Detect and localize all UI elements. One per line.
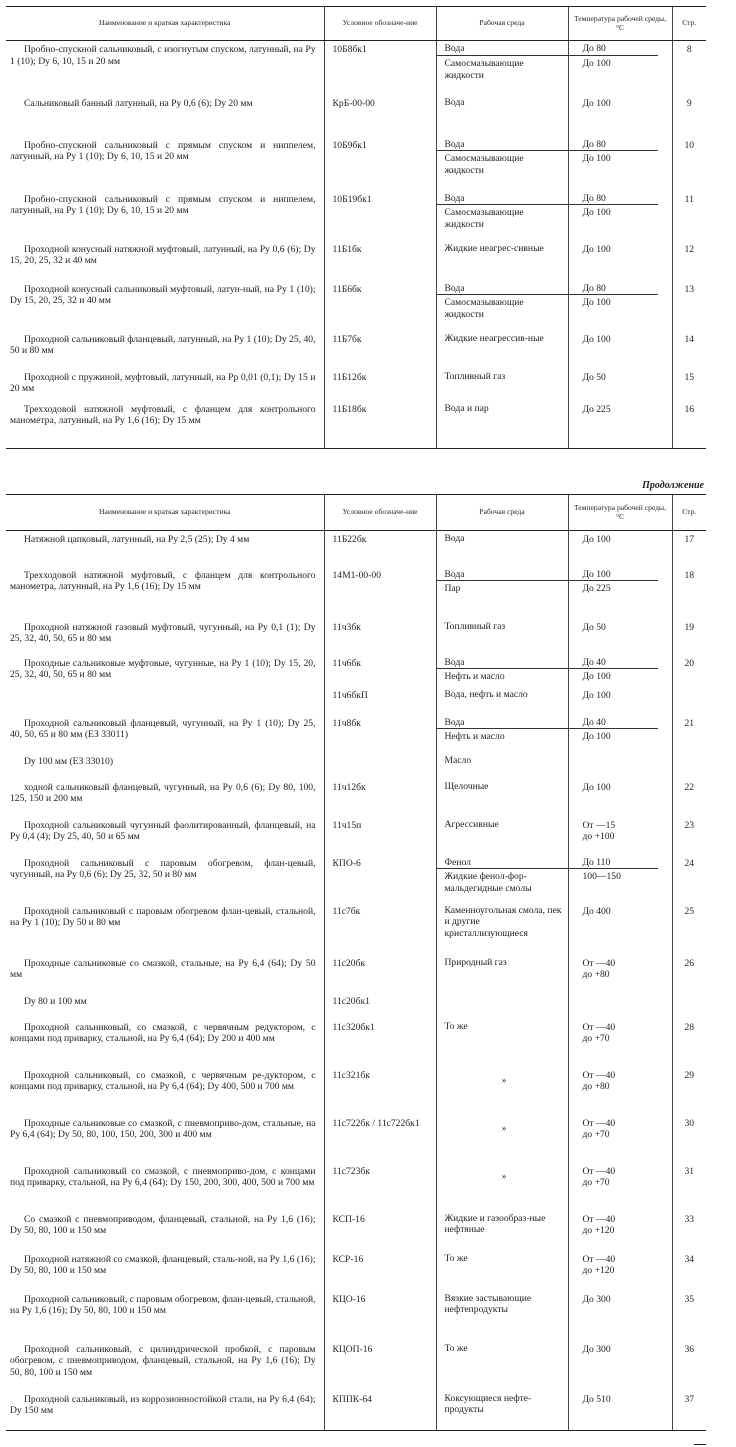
table-row [6, 567, 706, 619]
working-medium-item: » [501, 1074, 507, 1086]
temperature-item: До 50 [582, 371, 606, 383]
page-number: 25 [672, 903, 706, 955]
valve-description: Проходные сальниковые со смазкой, стальные, на Ру 6,4 (64); Dу 50 мм [10, 957, 316, 981]
table-row [6, 779, 706, 817]
temperature-item: До 400 [582, 905, 611, 917]
working-medium [436, 281, 568, 331]
working-medium-item: Вода [444, 533, 465, 544]
table-row [6, 855, 706, 903]
temperature-item: до +120 [582, 1225, 615, 1237]
working-medium [436, 1163, 568, 1211]
header-temp: Температура рабочей среды, °С [568, 7, 672, 41]
page-number: 22 [672, 779, 706, 817]
header-env: Рабочая среда [436, 495, 568, 531]
temperature [568, 1391, 672, 1431]
table-row [6, 331, 706, 369]
valve-code: КрБ-00-00 [324, 95, 436, 137]
table-row [6, 369, 706, 401]
working-medium-item [437, 993, 568, 995]
working-medium [436, 1067, 568, 1115]
temperature [568, 1211, 672, 1251]
working-medium-item: Природный газ [444, 956, 507, 968]
table-row [6, 715, 706, 753]
temperature-item: От —40 [582, 1021, 616, 1033]
table-row [6, 1067, 706, 1115]
temperature-item: До 100 [582, 534, 611, 545]
table-row [6, 401, 706, 449]
valve-code: 11с723бк [324, 1163, 436, 1211]
valve-code: 11Б12бк [324, 369, 436, 401]
valve-description: Пробно-спускной сальниковый с прямым спуском и ниппелем, латунный, на Ру 1 (10); Dу 6, 10, 15 и 20 мм [10, 193, 316, 217]
working-medium [436, 817, 568, 855]
valve-description: Проходной сальниковый с паровым обогревом, флан-цевый, чугунный, на Ру 0,6 (6); Dу 25, 32, 50 и 80 мм [10, 857, 316, 881]
table-row [6, 191, 706, 241]
page-number: 8 [672, 41, 706, 95]
page-number: 16 [672, 401, 706, 449]
page-corner-mark [694, 1444, 706, 1445]
valve-code: 10Б9бк1 [324, 137, 436, 191]
working-medium-item: » [501, 1170, 507, 1182]
temperature-item: до +100 [582, 831, 615, 843]
page-number [672, 687, 706, 715]
working-medium [436, 1341, 568, 1391]
working-medium-item: Вода и пар [444, 402, 489, 414]
working-medium-item: Щелочные [444, 780, 489, 792]
working-medium [436, 191, 568, 241]
valve-code: 11ч6бкП [324, 687, 436, 715]
working-medium [436, 41, 568, 95]
valve-code: 11ч15п [324, 817, 436, 855]
table-row [6, 903, 706, 955]
temperature-item: До 40 [582, 656, 606, 668]
temperature-item: До 225 [582, 403, 611, 415]
temperature [568, 1115, 672, 1163]
working-medium-item: Вода [444, 656, 465, 668]
working-medium-item: Вода [444, 138, 465, 150]
page-number: 28 [672, 1019, 706, 1067]
temperature-item: До 300 [582, 1343, 611, 1355]
valve-description: Трехходовой натяжной муфтовый, с фланцем для контрольного манометра, латунный, на Ру 1,6 (16); Dу 15 мм [10, 569, 316, 593]
working-medium [436, 369, 568, 401]
working-medium-item: Топливный газ [444, 370, 506, 382]
table-row [6, 1211, 706, 1251]
temperature-item: До 100 [569, 668, 658, 683]
working-medium-item: Агрессивные [444, 818, 499, 830]
temperature-item: До 50 [582, 621, 606, 633]
page-number: 14 [672, 331, 706, 369]
temperature [568, 1291, 672, 1341]
header-env: Рабочая среда [436, 7, 568, 41]
valve-description [6, 687, 324, 715]
valve-code: 10Б8бк1 [324, 41, 436, 95]
valve-description: Проходной сальниковый фланцевый, латунный, на Ру 1 (10); Dу 25, 40, 50 и 80 мм [10, 333, 316, 357]
working-medium [436, 241, 568, 281]
temperature [568, 715, 672, 753]
working-medium-item: Самосмазывающие жидкости [437, 150, 568, 177]
valve-description: Проходной сальниковый, со смазкой, с червячным ре-дуктором, с концами под приварку, стальной, на Ру 6,4 (64); Dу 400, 500 и 700 мм [10, 1069, 316, 1093]
temperature-item: до +70 [582, 1177, 610, 1189]
working-medium-item: Масло [444, 754, 472, 766]
page-number: 19 [672, 619, 706, 655]
working-medium [436, 1251, 568, 1291]
table-row [6, 95, 706, 137]
temperature-item: До 100 [569, 55, 658, 70]
table-row [6, 1341, 706, 1391]
temperature [568, 95, 672, 137]
page-number: 21 [672, 715, 706, 753]
temperature [568, 191, 672, 241]
working-medium-item: Вода [444, 568, 465, 580]
header-temp: Температура рабочей среды, °С [568, 495, 672, 531]
table-row [6, 41, 706, 95]
page-number: 30 [672, 1115, 706, 1163]
working-medium-item: Вода, нефть и масло [444, 688, 528, 700]
working-medium [436, 753, 568, 779]
working-medium-item: Каменноугольная смола, пек и другие кристаллизующиеся [444, 904, 562, 940]
temperature [568, 855, 672, 903]
valve-code: 14М1-00-00 [324, 567, 436, 619]
temperature [568, 241, 672, 281]
page-number: 26 [672, 955, 706, 993]
working-medium-item: То же [444, 1342, 468, 1354]
valve-description: Проходной сальниковый, из коррозионностойкой стали, на Ру 6,4 (64); Dу 150 мм [6, 1391, 324, 1431]
page-number: 29 [672, 1067, 706, 1115]
table-row [6, 817, 706, 855]
valve-code: 11ч6бк [324, 655, 436, 687]
valve-code: 11с7бк [324, 903, 436, 955]
temperature-item: До 100 [569, 150, 658, 165]
page-number: 33 [672, 1211, 706, 1251]
temperature [568, 41, 672, 95]
valve-description: Dу 100 мм (ЕЗ 33010) [24, 755, 114, 767]
working-medium [436, 1291, 568, 1341]
temperature [568, 137, 672, 191]
table-row [6, 753, 706, 779]
table-row [6, 687, 706, 715]
page-number: 35 [672, 1291, 706, 1341]
working-medium-item: Вода [444, 282, 465, 294]
working-medium [436, 855, 568, 903]
working-medium [436, 1115, 568, 1163]
temperature [568, 1163, 672, 1211]
working-medium [436, 401, 568, 449]
table-row [6, 281, 706, 331]
page-number: 24 [672, 855, 706, 903]
temperature [568, 687, 672, 715]
valve-table-1 [6, 6, 706, 449]
page-number: 9 [672, 95, 706, 137]
valve-description: Сальниковый банный латунный, на Ру 0,6 (6); Dу 20 мм [24, 97, 253, 109]
page-number: 10 [672, 137, 706, 191]
working-medium-item: Вязкие застывающие нефтепродукты [444, 1292, 532, 1316]
valve-description: Проходные сальниковые со смазкой, с пневмоприво-дом, стальные, на Ру 6,4 (64); Dу 50, 80, 100, 150, 200, 300 и 400 мм [10, 1117, 316, 1141]
valve-code: 11Б18бк [324, 401, 436, 449]
valve-code: 11с20бк1 [324, 993, 436, 1019]
continuation-label: Продолжение [642, 480, 704, 491]
temperature-item: От —40 [582, 1213, 616, 1225]
valve-code: КЦО-16 [324, 1291, 436, 1341]
working-medium-item: Самосмазывающие жидкости [437, 204, 568, 231]
valve-code: 10Б19бк1 [324, 191, 436, 241]
working-medium-item: Коксующиеся нефте-продукты [444, 1392, 532, 1416]
header-page: Стр. [672, 495, 706, 531]
temperature-item: До 80 [582, 43, 606, 54]
working-medium [436, 903, 568, 955]
valve-description: Проходной сальниковый, с цилиндрической пробкой, с паровым обогревом, с пневмоприводом, фланцевый, стальной, на Ру 1,6 (16); Dу 50, 80, 100 и 150 мм [10, 1343, 316, 1379]
valve-description: Проходной конусный сальниковый муфтовый, латун-ный, на Ру 1 (10); Dу 15, 20, 25, 32 и 40 мм [10, 283, 316, 307]
temperature [568, 753, 672, 779]
valve-code: 11с722бк / 11с722бк1 [324, 1115, 436, 1163]
temperature-item: От —40 [582, 1253, 616, 1265]
valve-description: Проходной с пружиной, муфтовый, латунный, на Рр 0,01 (0,1); Dу 15 и 20 мм [10, 371, 316, 395]
table-row [6, 1163, 706, 1211]
temperature [568, 993, 672, 1019]
temperature [568, 401, 672, 449]
temperature [568, 655, 672, 687]
page-number [672, 993, 706, 1019]
temperature-item: До 100 [582, 333, 611, 345]
valve-code: 11Б22бк [324, 531, 436, 567]
working-medium [436, 687, 568, 715]
valve-description: Пробно-спускной сальниковый с прямым спуском и ниппелем, латунный, на Ру 1 (10); Dу 6, 10, 15 и 20 мм [10, 139, 316, 163]
temperature-item: До 510 [582, 1393, 611, 1405]
header-code: Условное обозначе-ние [324, 495, 436, 531]
temperature [568, 531, 672, 567]
temperature [568, 1251, 672, 1291]
valve-description: Натяжной цапковый, латунный, на Ру 2,5 (25); Dу 4 мм [24, 534, 250, 545]
working-medium-item: Фенол [444, 856, 471, 868]
valve-code: 11Б1бк [324, 241, 436, 281]
working-medium-item: Нефть и масло [437, 668, 568, 683]
working-medium-item: » [501, 1122, 507, 1134]
valve-code: КСР-16 [324, 1251, 436, 1291]
working-medium-item: Нефть и масло [437, 728, 568, 743]
working-medium [436, 1019, 568, 1067]
page-number: 20 [672, 655, 706, 687]
working-medium-item: Вода [444, 96, 465, 108]
page-number: 15 [672, 369, 706, 401]
temperature-item: До 100 [569, 728, 658, 743]
page-number: 36 [672, 1341, 706, 1391]
table-row [6, 531, 706, 567]
working-medium-item: Жидкие неагрессив-ные [444, 332, 544, 344]
temperature [568, 331, 672, 369]
valve-description: Трехходовой натяжной муфтовый, с фланцем для контрольного манометра, латунный, на Ру 1,6 (16); Dу 15 мм [6, 401, 324, 449]
temperature-item: От —40 [582, 957, 616, 969]
temperature-item: От —15 [582, 819, 616, 831]
valve-code: 11с20бк [324, 955, 436, 993]
valve-description: Dу 80 и 100 мм [24, 995, 87, 1007]
table-row [6, 619, 706, 655]
temperature-item: От —40 [582, 1069, 616, 1081]
working-medium [436, 993, 568, 1019]
working-medium-item: Топливный газ [444, 620, 506, 632]
header-page: Стр. [672, 7, 706, 41]
valve-description: Проходной сальниковый фланцевый, чугунный, на Ру 1 (10); Dу 25, 40, 50, 65 и 80 мм (ЕЗ 33011) [10, 717, 316, 741]
temperature-item: до +80 [582, 969, 610, 981]
valve-description: Проходной сальниковый, со смазкой, с червячным редуктором, с концами под приварку, стальной, на Ру 6,4 (64); Dу 200 и 400 мм [10, 1021, 316, 1045]
table-row [6, 1019, 706, 1067]
valve-code: КЦОП-16 [324, 1341, 436, 1391]
temperature-item: 100—150 [569, 868, 658, 883]
working-medium [436, 619, 568, 655]
page-number: 12 [672, 241, 706, 281]
valve-code: 11с320бк1 [324, 1019, 436, 1067]
temperature [568, 903, 672, 955]
valve-code: КСП-16 [324, 1211, 436, 1251]
page-number: 13 [672, 281, 706, 331]
temperature [568, 779, 672, 817]
page-number: 34 [672, 1251, 706, 1291]
temperature-item: До 110 [582, 856, 611, 868]
working-medium [436, 95, 568, 137]
temperature-item: До 100 [582, 689, 611, 701]
valve-table-2 [6, 494, 706, 1431]
temperature [568, 369, 672, 401]
working-medium [436, 531, 568, 567]
valve-description: Пробно-спускной сальниковый, с изогнутым спуском, латунный, на Ру 1 (10); Dу 6, 10, 15 и 20 мм [10, 44, 316, 67]
working-medium-item: То же [444, 1252, 468, 1264]
temperature-item: До 80 [582, 282, 606, 294]
temperature [568, 817, 672, 855]
temperature-item: До 100 [582, 243, 611, 255]
page-number [672, 753, 706, 779]
temperature [568, 955, 672, 993]
valve-description: Проходные сальниковые муфтовые, чугунные, на Ру 1 (10); Dу 15, 20, 25, 32, 40, 50, 65 и 80 мм [10, 657, 316, 681]
working-medium-item: Жидкие неагрес-сивные [444, 242, 544, 254]
temperature [568, 281, 672, 331]
temperature [568, 567, 672, 619]
valve-code: КППК-64 [324, 1391, 436, 1431]
valve-description: Проходной сальниковый со смазкой, с пневмоприво-дом, с концами под приварку, стальной, на Ру 6,4 (64); Dу 150, 200, 300, 400, 500 и 700 мм [10, 1165, 316, 1189]
working-medium [436, 1211, 568, 1251]
working-medium-item: Вода [444, 43, 465, 54]
temperature [568, 1341, 672, 1391]
temperature [568, 1067, 672, 1115]
working-medium [436, 955, 568, 993]
working-medium-item: Жидкие и газообраз-ные нефтяные [444, 1212, 546, 1236]
table-row [6, 993, 706, 1019]
temperature-item: До 100 [569, 204, 658, 219]
valve-code: 11Б7бк [324, 331, 436, 369]
working-medium-item: Жидкие фенол-фор-мальдегидные смолы [437, 868, 568, 895]
header-code: Условное обозначе-ние [324, 7, 436, 41]
header-name: Наименование и краткая характеристика [6, 495, 324, 531]
table-row [6, 1251, 706, 1291]
working-medium [436, 567, 568, 619]
temperature-item: До 80 [582, 192, 606, 204]
temperature-item: До 100 [582, 97, 611, 109]
working-medium-item: Самосмазывающие жидкости [437, 294, 568, 321]
temperature-item: До 300 [582, 1293, 611, 1305]
working-medium-item: Вода [444, 192, 465, 204]
valve-code [324, 753, 436, 779]
working-medium [436, 715, 568, 753]
page-number: 37 [672, 1391, 706, 1431]
working-medium-item: Самосмазывающие жидкости [437, 55, 568, 82]
temperature [568, 1019, 672, 1067]
valve-code: 11ч8бк [324, 715, 436, 753]
table-row [6, 655, 706, 687]
temperature [568, 619, 672, 655]
temperature-item: до +80 [582, 1081, 610, 1093]
temperature-item: До 80 [582, 138, 606, 150]
valve-description: Со смазкой с пневмоприводом, фланцевый, стальной, на Ру 1,6 (16); Dу 50, 80, 100 и 150 мм [10, 1213, 316, 1237]
valve-code: 11ч12бк [324, 779, 436, 817]
table-row [6, 1391, 706, 1431]
temperature-item: До 40 [582, 716, 606, 728]
table-row [6, 1291, 706, 1341]
temperature-item: до +70 [582, 1033, 610, 1045]
temperature-item: До 100 [569, 294, 658, 309]
valve-code: КПО-6 [324, 855, 436, 903]
valve-description: Проходной натяжной со смазкой, фланцевый, сталь-ной, на Ру 1,6 (16); Dу 50, 80, 100 и 150 мм [10, 1253, 316, 1277]
table-row [6, 955, 706, 993]
valve-code: 11с321бк [324, 1067, 436, 1115]
page-number: 11 [672, 191, 706, 241]
working-medium [436, 331, 568, 369]
working-medium-item: Вода [444, 716, 465, 728]
table-row [6, 1115, 706, 1163]
table-row [6, 241, 706, 281]
working-medium [436, 137, 568, 191]
valve-description: Проходной сальниковый с паровым обогревом флан-цевый, стальной, на Ру 1 (10); Dу 50 и 80 мм [10, 905, 316, 929]
temperature-item: До 100 [582, 568, 611, 580]
working-medium-item: Пар [437, 580, 568, 595]
temperature-item: До 100 [582, 781, 611, 793]
valve-description: Проходной натяжной газовый муфтовый, чугунный, на Ру 0,1 (1); Dу 25, 32, 40, 50, 65 и 80 мм [10, 621, 316, 645]
temperature-item: до +120 [582, 1265, 615, 1277]
page-number: 18 [672, 567, 706, 619]
temperature-item: До 225 [569, 580, 658, 595]
page-number: 17 [672, 531, 706, 567]
valve-description: Проходной сальниковый, с паровым обогревом, флан-цевый, стальной, на Ру 1,6 (16); Dу 50, 80, 100 и 150 мм [10, 1293, 316, 1317]
page-number: 23 [672, 817, 706, 855]
temperature-item: до +70 [582, 1129, 610, 1141]
valve-code: 11ч3бк [324, 619, 436, 655]
working-medium [436, 1391, 568, 1431]
valve-description: Проходной сальниковый чугунный фаолитированный, фланцевый, на Ру 0,4 (4); Dу 25, 40, 50 и 65 мм [10, 819, 316, 843]
temperature-item: От —40 [582, 1117, 616, 1129]
valve-code: 11Б6бк [324, 281, 436, 331]
page-number: 31 [672, 1163, 706, 1211]
working-medium [436, 779, 568, 817]
valve-description: Проходной конусный натяжной муфтовый, латунный, на Ру 0,6 (6); Dу 15, 20, 25, 32 и 40 мм [10, 243, 316, 267]
temperature-item: От —40 [582, 1165, 616, 1177]
header-name: Наименование и краткая характеристика [6, 7, 324, 41]
table-row [6, 137, 706, 191]
valve-description: ходной сальниковый фланцевый, чугунный, на Ру 0,6 (6); Dу 80, 100, 125, 150 и 200 мм [10, 781, 316, 805]
working-medium-item: То же [444, 1020, 468, 1032]
working-medium [436, 655, 568, 687]
